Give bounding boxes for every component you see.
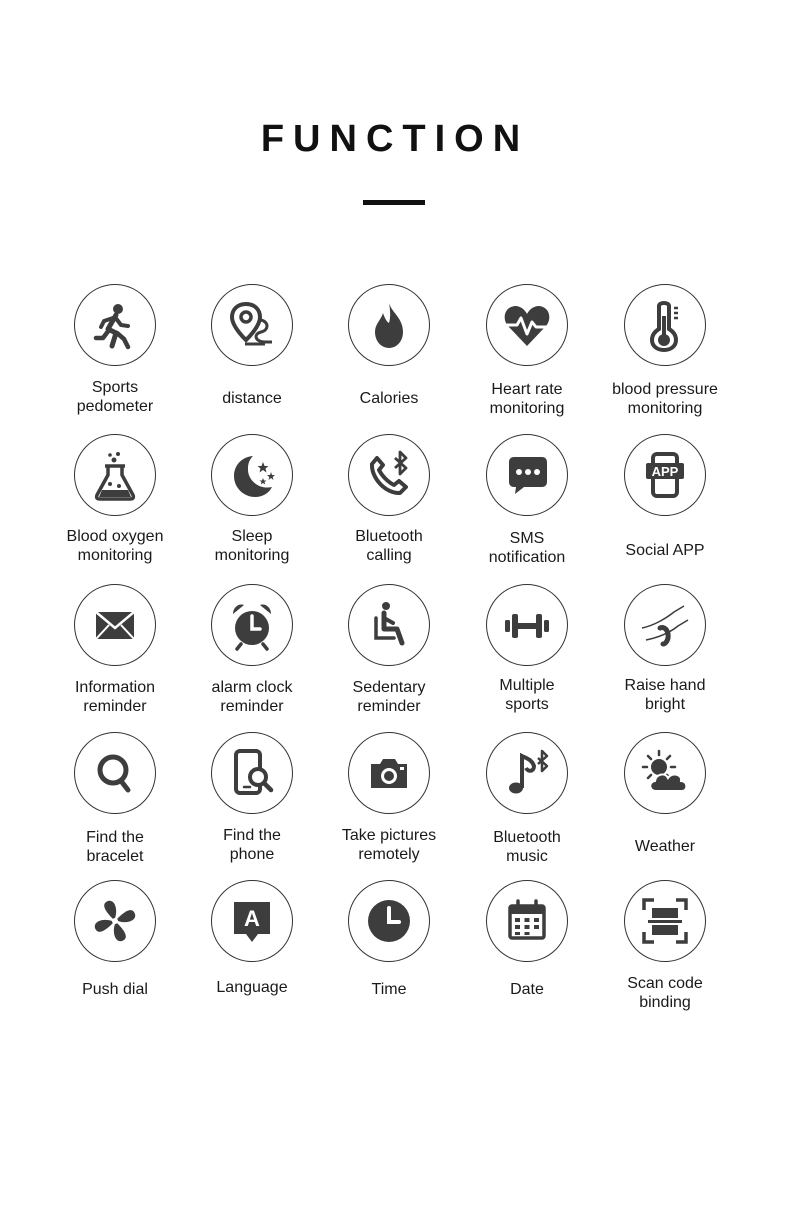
feature-label: Blood oxygen monitoring (66, 528, 164, 564)
wrist-band-icon (624, 584, 706, 666)
feature-label: Scan code binding (627, 975, 703, 1011)
app-phone-icon (624, 434, 706, 516)
flask-icon (74, 434, 156, 516)
clock-icon (348, 880, 430, 962)
feature-label: Sleep monitoring (214, 528, 290, 564)
thermometer-icon (624, 284, 706, 366)
feature-label: Date (510, 981, 544, 998)
feature-label: Take pictures remotely (341, 827, 437, 863)
dumbbell-icon (486, 584, 568, 666)
phone-bluetooth-icon (348, 434, 430, 516)
search-ring-icon (74, 732, 156, 814)
feature-label: SMS notification (488, 530, 566, 566)
feature-label: blood pressure monitoring (612, 381, 718, 417)
music-note-bluetooth-icon (486, 732, 568, 814)
feature-label: Find the bracelet (86, 829, 144, 865)
feature-label: Time (371, 981, 407, 998)
feature-label: alarm clock reminder (211, 679, 293, 715)
feature-label: Find the phone (223, 827, 281, 863)
feature-label: Heart rate monitoring (489, 381, 565, 417)
running-person-icon (74, 284, 156, 366)
feature-label: Multiple sports (499, 677, 555, 713)
chat-bubble-icon (486, 434, 568, 516)
pinwheel-icon (74, 880, 156, 962)
alarm-clock-icon (211, 584, 293, 666)
camera-icon (348, 732, 430, 814)
heart-pulse-icon (486, 284, 568, 366)
feature-label: Language (216, 979, 288, 996)
location-pin-route-icon (211, 284, 293, 366)
title-underline (363, 200, 425, 205)
feature-label: Social APP (625, 542, 705, 559)
svg-text:APP: APP (651, 464, 679, 479)
feature-label: Bluetooth music (493, 829, 561, 865)
feature-label: Calories (359, 390, 419, 407)
feature-label: Bluetooth calling (355, 528, 423, 564)
feature-label: distance (222, 390, 282, 407)
envelope-icon (74, 584, 156, 666)
seated-person-icon (348, 584, 430, 666)
svg-text:A: A (244, 906, 260, 931)
feature-label: Raise hand bright (624, 677, 706, 713)
feature-label: Push dial (82, 981, 148, 998)
sun-cloud-icon (624, 732, 706, 814)
feature-label: Sedentary reminder (352, 679, 426, 715)
feature-label: Information reminder (74, 679, 156, 715)
flame-icon (348, 284, 430, 366)
phone-search-icon (211, 732, 293, 814)
page-title: FUNCTION (260, 118, 530, 160)
moon-stars-icon (211, 434, 293, 516)
scan-frame-icon (624, 880, 706, 962)
feature-label: Sports pedometer (76, 379, 154, 415)
language-a-icon (211, 880, 293, 962)
calendar-icon (486, 880, 568, 962)
feature-label: Weather (634, 838, 696, 855)
